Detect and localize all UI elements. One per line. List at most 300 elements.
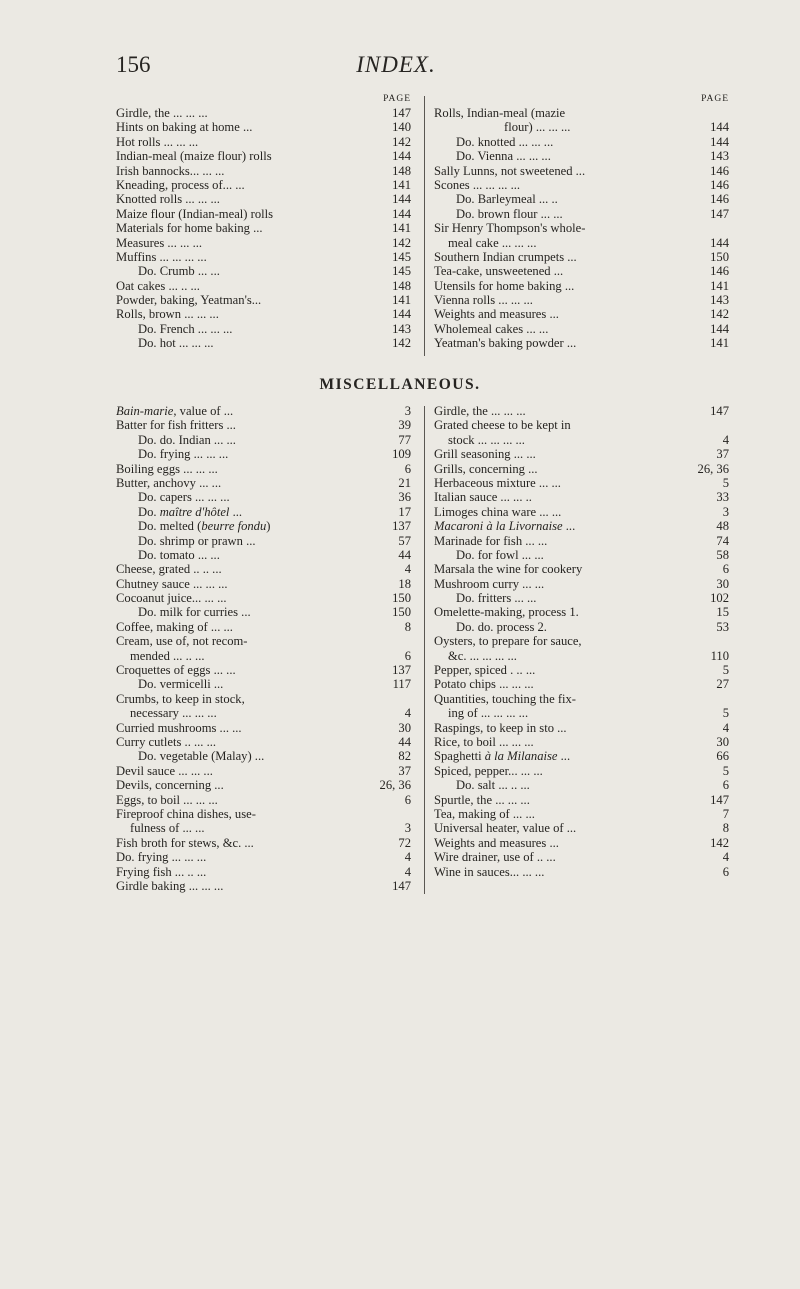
entry-page-number: 6	[722, 864, 729, 879]
entry-text: Devil sauce ... ... ...	[116, 763, 213, 778]
entry-text: Do. tomato ... ...	[138, 547, 220, 562]
index-entry	[434, 221, 729, 235]
entry-text: Rice, to boil ... ... ...	[434, 734, 534, 749]
entry-text: Kneading, process of... ...	[116, 177, 245, 192]
entry-text: Scones ... ... ... ...	[434, 177, 521, 192]
column-divider	[424, 96, 425, 356]
entry-page-number: 5	[722, 706, 729, 721]
entry-text: Knotted rolls ... ... ...	[116, 192, 220, 207]
index-column-top-right	[434, 93, 729, 351]
entry-page-number: 143	[392, 321, 411, 336]
index-entry	[116, 207, 411, 221]
entry-text: Grill seasoning ... ...	[434, 447, 536, 462]
index-entry	[434, 250, 729, 264]
entry-page-number: 26, 36	[697, 461, 729, 476]
entry-page-number: 6	[404, 648, 411, 663]
entry-text: Raspings, to keep in sto ...	[434, 720, 567, 735]
entry-page-number: 137	[392, 663, 411, 678]
index-entry	[434, 236, 729, 250]
entry-page-number: 145	[392, 264, 411, 279]
index-column-misc-left	[116, 404, 411, 893]
index-entry	[434, 620, 729, 634]
index-entry	[434, 749, 729, 763]
index-entry	[434, 336, 729, 350]
entry-text: &c. ... ... ... ...	[448, 648, 517, 663]
index-entry	[116, 577, 411, 591]
entry-text: Wholemeal cakes ... ...	[434, 321, 549, 336]
entry-page-number: 27	[716, 677, 729, 692]
entry-page-number: 142	[710, 307, 729, 322]
entry-text: Mushroom curry ... ...	[434, 576, 545, 591]
entry-page-number: 110	[710, 648, 729, 663]
index-entry	[434, 548, 729, 562]
entry-text: Do. Vienna ... ... ...	[456, 149, 551, 164]
entry-text: flour) ... ... ...	[504, 120, 571, 135]
entry-text: Curried mushrooms ... ...	[116, 720, 242, 735]
entry-text: Hints on baking at home ...	[116, 120, 253, 135]
index-entry	[434, 264, 729, 278]
entry-text: Fireproof china dishes, use-	[116, 806, 256, 821]
entry-page-number: 48	[716, 519, 729, 534]
entry-page-number: 148	[392, 278, 411, 293]
entry-page-number: 150	[392, 591, 411, 606]
section-title-miscellaneous: MISCELLANEOUS.	[319, 376, 481, 393]
index-entry	[434, 649, 729, 663]
entry-text: Marsala the wine for cookery	[434, 562, 583, 577]
entry-text: Vienna rolls ... ... ...	[434, 293, 533, 308]
entry-page-number: 145	[392, 249, 411, 264]
entry-page-number: 5	[722, 763, 729, 778]
entry-text: Boiling eggs ... ... ...	[116, 461, 218, 476]
index-entry	[116, 106, 411, 120]
index-entry	[434, 106, 729, 120]
entry-page-number: 74	[716, 533, 729, 548]
page-label: PAGE	[383, 94, 411, 104]
entry-text: Rolls, brown ... ... ...	[116, 307, 219, 322]
entry-page-number: 66	[716, 749, 729, 764]
entry-text: Macaroni à la Livornaise ...	[434, 519, 576, 534]
index-entry	[434, 462, 729, 476]
entry-text: Eggs, to boil ... ... ...	[116, 792, 218, 807]
entry-page-number: 30	[716, 576, 729, 591]
entry-text: Hot rolls ... ... ...	[116, 134, 199, 149]
entry-page-number: 30	[398, 720, 411, 735]
index-entry	[116, 404, 411, 418]
entry-page-number: 8	[404, 619, 411, 634]
index-entry	[434, 149, 729, 163]
index-entry	[116, 534, 411, 548]
entry-text: Do. maître d'hôtel ...	[138, 504, 243, 519]
entry-page-number: 39	[398, 418, 411, 433]
index-entry	[116, 749, 411, 763]
index-entry	[116, 721, 411, 735]
entry-text: Do. frying ... ... ...	[138, 447, 229, 462]
entry-text: Do. Barleymeal ... ..	[456, 192, 558, 207]
entry-text: Do. melted (beurre fondu)	[138, 519, 271, 534]
index-entry	[434, 605, 729, 619]
entry-text: necessary ... ... ...	[130, 706, 217, 721]
entry-text: Do. Crumb ... ...	[138, 264, 220, 279]
index-entry	[116, 807, 411, 821]
index-entry	[116, 778, 411, 792]
entry-page-number: 146	[710, 163, 729, 178]
index-entry	[116, 735, 411, 749]
entry-page-number: 141	[710, 336, 729, 351]
entry-page-number: 33	[716, 490, 729, 505]
entry-page-number: 58	[716, 547, 729, 562]
entry-text: Do. knotted ... ... ...	[456, 134, 554, 149]
entry-text: meal cake ... ... ...	[448, 235, 537, 250]
index-entry	[434, 404, 729, 418]
entry-text: Do. fritters ... ...	[456, 591, 537, 606]
index-entry	[434, 192, 729, 206]
entry-text: Materials for home baking ...	[116, 221, 263, 236]
entry-text: Do. for fowl ... ...	[456, 547, 544, 562]
index-entry	[434, 577, 729, 591]
index-entry	[116, 135, 411, 149]
column-divider	[424, 406, 425, 894]
index-entry	[434, 279, 729, 293]
entry-text: Universal heater, value of ...	[434, 821, 577, 836]
index-entry	[116, 307, 411, 321]
entry-text: Batter for fish fritters ...	[116, 418, 236, 433]
index-entry	[116, 519, 411, 533]
entry-text: Cocoanut juice... ... ...	[116, 591, 227, 606]
entry-text: Wire drainer, use of .. ...	[434, 850, 556, 865]
index-entry	[434, 778, 729, 792]
index-entry	[116, 447, 411, 461]
entry-text: Rolls, Indian-meal (mazie	[434, 106, 566, 120]
entry-page-number: 144	[710, 134, 729, 149]
entry-page-number: 57	[398, 533, 411, 548]
index-entry	[116, 149, 411, 163]
entry-text: Do. salt ... .. ...	[456, 778, 530, 793]
entry-page-number: 144	[710, 120, 729, 135]
page-label: PAGE	[701, 94, 729, 104]
entry-text: Pepper, spiced . .. ...	[434, 663, 536, 678]
entry-page-number: 6	[404, 792, 411, 807]
page-number: 156	[116, 52, 151, 77]
entry-page-number: 141	[392, 221, 411, 236]
entry-page-number: 8	[722, 821, 729, 836]
entry-text: Spurtle, the ... ... ...	[434, 792, 530, 807]
entry-text: Southern Indian crumpets ...	[434, 249, 577, 264]
entry-page-number: 77	[398, 432, 411, 447]
index-entry	[434, 322, 729, 336]
entry-page-number: 147	[710, 404, 729, 418]
entry-text: Utensils for home baking ...	[434, 278, 575, 293]
index-entry	[434, 505, 729, 519]
index-entry	[434, 807, 729, 821]
entry-page-number: 150	[392, 605, 411, 620]
entry-page-number: 4	[722, 850, 729, 865]
index-entry	[434, 850, 729, 864]
entry-text: Muffins ... ... ... ...	[116, 249, 207, 264]
entry-page-number: 4	[404, 562, 411, 577]
entry-text: Girdle baking ... ... ...	[116, 878, 224, 893]
entry-text: Tea, making of ... ...	[434, 806, 535, 821]
entry-page-number: 142	[392, 336, 411, 351]
index-entry	[116, 793, 411, 807]
entry-text: Do. capers ... ... ...	[138, 490, 230, 505]
entry-text: Spaghetti à la Milanaise ...	[434, 749, 571, 764]
entry-text: Do. do. Indian ... ...	[138, 432, 236, 447]
entry-text: Fish broth for stews, &c. ...	[116, 835, 254, 850]
index-entry	[434, 706, 729, 720]
entry-page-number: 4	[404, 864, 411, 879]
entry-text: Cheese, grated .. .. ...	[116, 562, 222, 577]
index-entry	[116, 279, 411, 293]
index-column-top-left	[116, 93, 411, 351]
entry-page-number: 36	[398, 490, 411, 505]
entry-text: Do. French ... ... ...	[138, 321, 233, 336]
entry-text: Spiced, pepper... ... ...	[434, 763, 543, 778]
index-entry	[116, 236, 411, 250]
entry-text: Frying fish ... .. ...	[116, 864, 207, 879]
running-title: INDEX.	[356, 52, 436, 77]
entry-text: Measures ... ... ...	[116, 235, 203, 250]
index-entry	[434, 865, 729, 879]
entry-page-number: 137	[392, 519, 411, 534]
entry-page-number: 117	[392, 677, 411, 692]
entry-text: Do. do. process 2.	[456, 619, 547, 634]
entry-page-number: 144	[710, 235, 729, 250]
index-entry	[434, 447, 729, 461]
entry-text: Herbaceous mixture ... ...	[434, 475, 561, 490]
index-entry	[434, 562, 729, 576]
entry-text: Oysters, to prepare for sauce,	[434, 634, 582, 649]
index-entry	[434, 836, 729, 850]
entry-text: Yeatman's baking powder ...	[434, 336, 577, 351]
index-entry	[434, 207, 729, 221]
entry-page-number: 4	[404, 706, 411, 721]
index-entry	[116, 433, 411, 447]
entry-text: Irish bannocks... ... ...	[116, 163, 225, 178]
entry-page-number: 102	[710, 591, 729, 606]
entry-page-number: 6	[722, 562, 729, 577]
entry-page-number: 26, 36	[379, 778, 411, 793]
entry-page-number: 6	[722, 778, 729, 793]
entry-text: Chutney sauce ... ... ...	[116, 576, 228, 591]
index-entry	[434, 120, 729, 134]
entry-page-number: 140	[392, 120, 411, 135]
entry-text: Girdle, the ... ... ...	[434, 404, 526, 418]
index-entry	[116, 850, 411, 864]
index-entry	[116, 221, 411, 235]
entry-page-number: 148	[392, 163, 411, 178]
index-entry	[434, 490, 729, 504]
entry-text: Marinade for fish ... ...	[434, 533, 548, 548]
entry-text: Maize flour (Indian-meal) rolls	[116, 206, 274, 221]
index-entry	[116, 264, 411, 278]
entry-text: Do. hot ... ... ...	[138, 336, 214, 351]
entry-page-number: 147	[392, 106, 411, 120]
entry-page-number: 4	[404, 850, 411, 865]
entry-text: Butter, anchovy ... ...	[116, 475, 222, 490]
index-entry	[434, 821, 729, 835]
entry-text: Girdle, the ... ... ...	[116, 106, 208, 120]
entry-text: Indian-meal (maize flour) rolls	[116, 149, 272, 164]
entry-page-number: 44	[398, 547, 411, 562]
entry-page-number: 4	[722, 720, 729, 735]
entry-text: Do. vermicelli ...	[138, 677, 224, 692]
index-entry	[116, 605, 411, 619]
entry-page-number: 17	[398, 504, 411, 519]
entry-text: Sally Lunns, not sweetened ...	[434, 163, 586, 178]
index-entry	[116, 562, 411, 576]
entry-page-number: 150	[710, 249, 729, 264]
index-entry	[116, 505, 411, 519]
entry-page-number: 4	[722, 432, 729, 447]
index-entry	[116, 706, 411, 720]
entry-page-number: 5	[722, 475, 729, 490]
entry-page-number: 15	[716, 605, 729, 620]
entry-text: Italian sauce ... ... ..	[434, 490, 532, 505]
entry-text: Tea-cake, unsweetened ...	[434, 264, 564, 279]
entry-text: Do. brown flour ... ...	[456, 206, 563, 221]
entry-text: stock ... ... ... ...	[448, 432, 525, 447]
entry-page-number: 141	[710, 278, 729, 293]
index-entry	[116, 634, 411, 648]
index-entry	[116, 490, 411, 504]
index-entry	[116, 462, 411, 476]
entry-page-number: 144	[392, 307, 411, 322]
index-entry	[116, 836, 411, 850]
entry-text: Coffee, making of ... ...	[116, 619, 233, 634]
index-entry	[116, 677, 411, 691]
entry-text: Devils, concerning ...	[116, 778, 224, 793]
entry-page-number: 37	[398, 763, 411, 778]
entry-text: Quantities, touching the fix-	[434, 691, 576, 706]
entry-text: ing of ... ... ... ...	[448, 706, 529, 721]
entry-page-number: 72	[398, 835, 411, 850]
index-entry	[116, 322, 411, 336]
entry-page-number: 146	[710, 192, 729, 207]
index-entry	[434, 307, 729, 321]
index-entry	[116, 293, 411, 307]
entry-text: Grills, concerning ...	[434, 461, 538, 476]
index-entry	[434, 634, 729, 648]
entry-page-number: 144	[392, 149, 411, 164]
index-entry	[116, 692, 411, 706]
entry-page-number: 21	[398, 475, 411, 490]
entry-text: Croquettes of eggs ... ...	[116, 663, 236, 678]
index-entry	[434, 663, 729, 677]
index-entry	[434, 591, 729, 605]
entry-page-number: 143	[710, 149, 729, 164]
entry-page-number: 144	[710, 321, 729, 336]
entry-text: Cream, use of, not recom-	[116, 634, 248, 649]
index-entry	[434, 476, 729, 490]
entry-text: Bain-marie, value of ...	[116, 404, 234, 418]
index-entry	[116, 591, 411, 605]
index-entry	[116, 476, 411, 490]
index-entry	[116, 620, 411, 634]
index-entry	[116, 164, 411, 178]
index-entry	[434, 293, 729, 307]
entry-page-number: 147	[710, 792, 729, 807]
entry-text: Grated cheese to be kept in	[434, 418, 571, 433]
entry-page-number: 146	[710, 177, 729, 192]
index-entry	[434, 178, 729, 192]
index-entry	[116, 764, 411, 778]
index-entry	[434, 735, 729, 749]
index-entry	[434, 164, 729, 178]
entry-page-number: 144	[392, 192, 411, 207]
index-entry	[116, 192, 411, 206]
entry-text: Sir Henry Thompson's whole-	[434, 221, 586, 236]
index-entry	[116, 649, 411, 663]
entry-text: Curry cutlets .. ... ...	[116, 734, 217, 749]
index-entry	[116, 879, 411, 893]
entry-page-number: 142	[392, 134, 411, 149]
index-entry	[116, 178, 411, 192]
entry-page-number: 147	[710, 206, 729, 221]
entry-text: Do. shrimp or prawn ...	[138, 533, 256, 548]
entry-text: Wine in sauces... ... ...	[434, 864, 545, 879]
entry-page-number: 53	[716, 619, 729, 634]
entry-page-number: 141	[392, 293, 411, 308]
entry-page-number: 143	[710, 293, 729, 308]
index-entry	[434, 721, 729, 735]
entry-text: Omelette-making, process 1.	[434, 605, 579, 620]
index-entry	[116, 250, 411, 264]
entry-text: fulness of ... ...	[130, 821, 205, 836]
entry-page-number: 3	[404, 821, 411, 836]
entry-text: Limoges china ware ... ...	[434, 504, 562, 519]
index-entry	[434, 418, 729, 432]
entry-page-number: 3	[722, 504, 729, 519]
entry-text: Oat cakes ... .. ...	[116, 278, 200, 293]
index-entry	[434, 677, 729, 691]
index-entry	[116, 548, 411, 562]
entry-text: Crumbs, to keep in stock,	[116, 691, 245, 706]
entry-page-number: 3	[404, 404, 411, 418]
entry-text: Potato chips ... ... ...	[434, 677, 534, 692]
index-entry	[434, 135, 729, 149]
index-entry	[434, 692, 729, 706]
entry-page-number: 141	[392, 177, 411, 192]
entry-text: Do. milk for curries ...	[138, 605, 251, 620]
entry-text: Do. vegetable (Malay) ...	[138, 749, 265, 764]
entry-text: Weights and measures ...	[434, 835, 559, 850]
index-entry	[434, 519, 729, 533]
page-header	[116, 52, 676, 82]
index-entry	[116, 120, 411, 134]
entry-text: Powder, baking, Yeatman's...	[116, 293, 262, 308]
entry-page-number: 30	[716, 734, 729, 749]
index-entry	[116, 821, 411, 835]
index-entry	[116, 336, 411, 350]
index-entry	[434, 793, 729, 807]
entry-page-number: 82	[398, 749, 411, 764]
index-column-misc-right	[434, 404, 729, 879]
index-entry	[116, 663, 411, 677]
entry-page-number: 18	[398, 576, 411, 591]
entry-page-number: 44	[398, 734, 411, 749]
index-entry	[434, 764, 729, 778]
entry-page-number: 142	[392, 235, 411, 250]
index-entry	[434, 534, 729, 548]
entry-page-number: 109	[392, 447, 411, 462]
entry-page-number: 5	[722, 663, 729, 678]
entry-text: mended ... .. ...	[130, 648, 205, 663]
entry-page-number: 146	[710, 264, 729, 279]
entry-page-number: 6	[404, 461, 411, 476]
entry-page-number: 142	[710, 835, 729, 850]
index-entry	[116, 865, 411, 879]
index-entry	[434, 433, 729, 447]
